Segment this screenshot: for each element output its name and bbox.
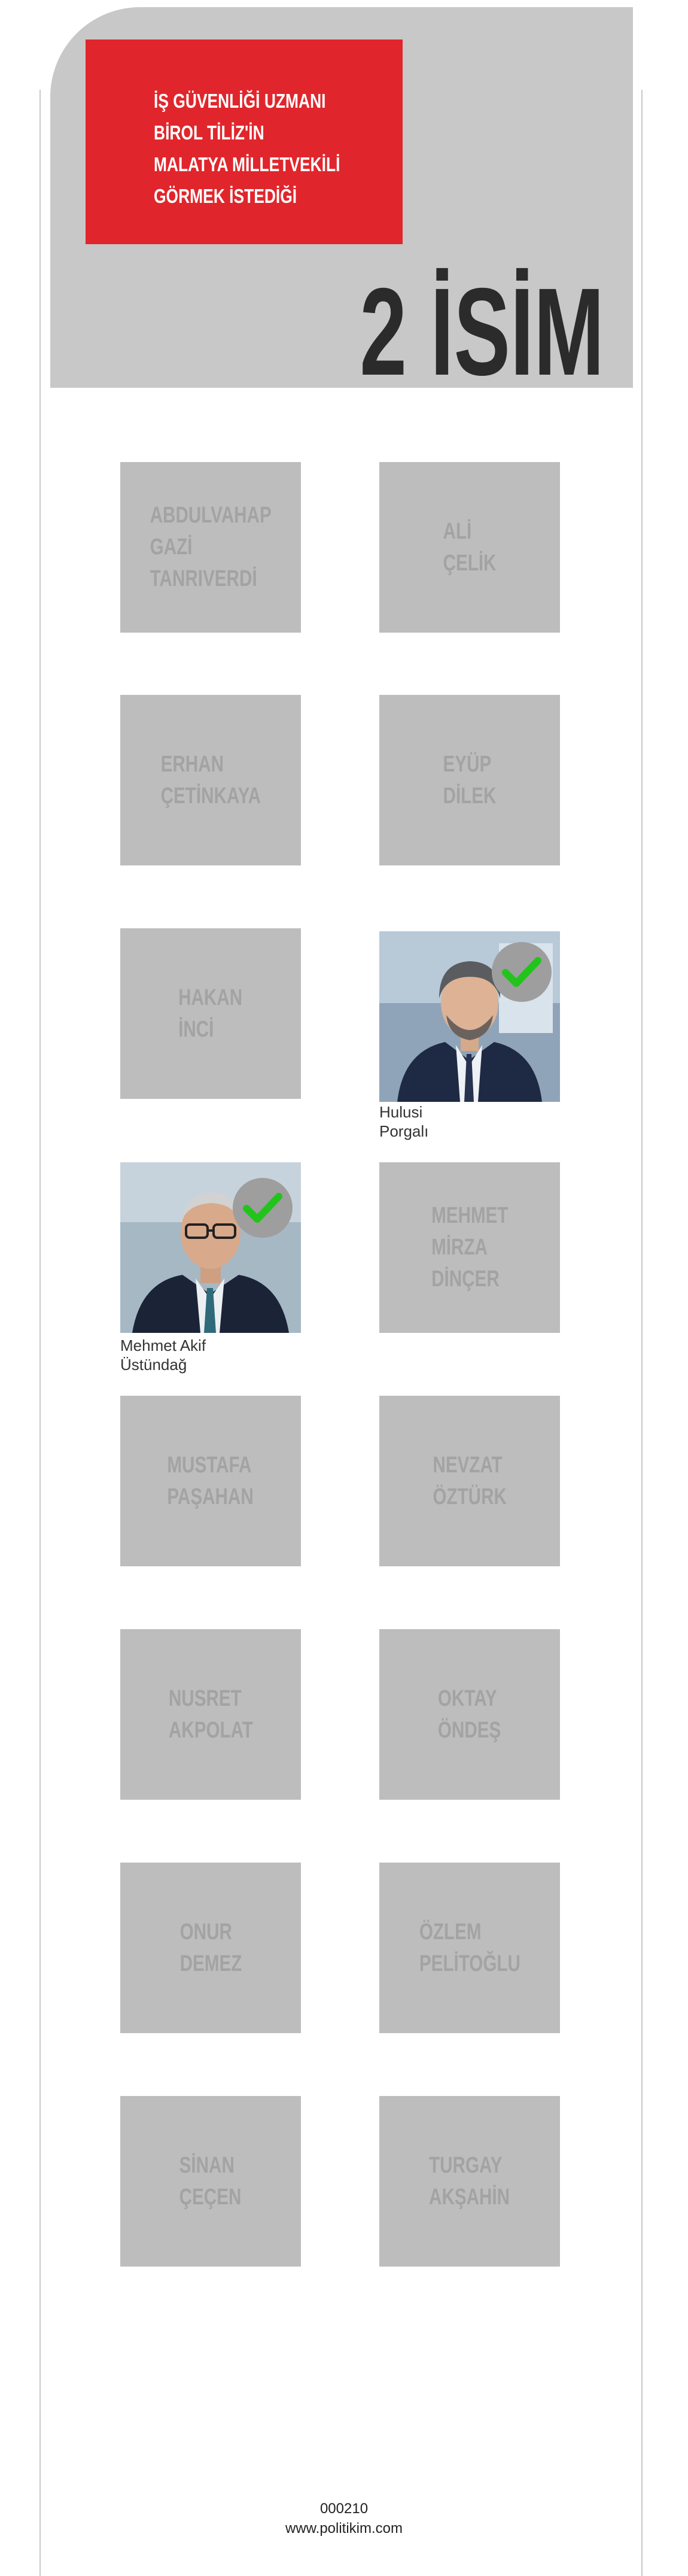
name-line: İNCİ bbox=[178, 1016, 214, 1042]
candidate-card-mehmet-mirza-dincer bbox=[379, 1162, 560, 1333]
candidate-card-abdulvahap-gazi-tanriverdi bbox=[120, 462, 301, 633]
headline-box bbox=[86, 40, 403, 244]
candidate-photo-mehmet-akif-ustundag bbox=[120, 1162, 301, 1333]
checkmark-icon bbox=[502, 956, 541, 988]
candidate-name bbox=[150, 500, 271, 595]
candidate-name bbox=[443, 516, 497, 579]
candidate-caption-mehmet-akif-ustundag bbox=[120, 1336, 301, 1374]
candidate-name bbox=[160, 749, 260, 812]
selected-check-badge bbox=[492, 942, 552, 1002]
headline-line-3: MALATYA MİLLETVEKİLİ bbox=[154, 153, 340, 175]
candidate-card-nusret-akpolat bbox=[120, 1629, 301, 1800]
big-title: 2 İSİM bbox=[360, 263, 604, 402]
name-line: MEHMET bbox=[431, 1203, 509, 1228]
candidate-name bbox=[443, 749, 497, 812]
name-line: DİNÇER bbox=[431, 1266, 500, 1292]
candidate-card-turgay-aksahin bbox=[379, 2096, 560, 2267]
selected-check-badge bbox=[233, 1178, 293, 1238]
name-line: MİRZA bbox=[431, 1235, 488, 1260]
name-line: PAŞAHAN bbox=[167, 1484, 254, 1509]
name-line: NEVZAT bbox=[433, 1452, 503, 1478]
candidate-photo-hulusi-porgali bbox=[379, 931, 560, 1102]
name-line: ÇETİNKAYA bbox=[160, 783, 261, 809]
headline-line-2: BİROL TİLİZ'İN bbox=[154, 121, 264, 144]
candidate-name bbox=[179, 1916, 242, 1980]
candidate-name bbox=[438, 1683, 501, 1746]
footer-code: 000210 bbox=[319, 2501, 369, 2517]
name-line: SİNAN bbox=[179, 2152, 235, 2178]
right-frame-line bbox=[641, 90, 643, 2576]
left-frame-line bbox=[39, 90, 41, 2576]
candidate-card-hakan-inci bbox=[120, 928, 301, 1099]
candidate-card-erhan-cetinkaya bbox=[120, 695, 301, 865]
candidate-card-onur-demez bbox=[120, 1863, 301, 2033]
name-line: OKTAY bbox=[438, 1685, 498, 1711]
name-line: ALİ bbox=[443, 518, 472, 544]
name-line: EYÜP bbox=[443, 751, 492, 777]
name-line: ÖZLEM bbox=[419, 1919, 482, 1945]
footer-site: www.politikim.com bbox=[285, 2520, 403, 2536]
candidate-card-oktay-ondes bbox=[379, 1629, 560, 1800]
headline-line-1: İŞ GÜVENLİĞİ UZMANI bbox=[154, 90, 326, 112]
name-line: ÇEÇEN bbox=[179, 2184, 242, 2210]
candidate-card-nevzat-ozturk bbox=[379, 1396, 560, 1566]
name-line: ÖZTÜRK bbox=[433, 1484, 507, 1509]
name-line: NUSRET bbox=[168, 1685, 242, 1711]
name-line: TANRIVERDİ bbox=[150, 566, 257, 591]
candidate-name bbox=[431, 1200, 508, 1295]
caption-line: Hulusi bbox=[379, 1103, 423, 1121]
candidate-card-mustafa-pasahan bbox=[120, 1396, 301, 1566]
candidate-name bbox=[433, 1450, 506, 1513]
candidate-name bbox=[429, 2150, 510, 2213]
name-line: PELİTOĞLU bbox=[419, 1951, 520, 1976]
candidate-name bbox=[168, 1683, 252, 1746]
name-line: ÇELİK bbox=[443, 550, 497, 576]
candidate-caption-hulusi-porgali bbox=[379, 1102, 560, 1141]
headline-line-4: GÖRMEK İSTEDİĞİ bbox=[154, 185, 297, 207]
candidate-card-sinan-cecen bbox=[120, 2096, 301, 2267]
caption-line: Porgalı bbox=[379, 1122, 429, 1140]
candidate-card-ali-celik bbox=[379, 462, 560, 633]
name-line: AKPOLAT bbox=[168, 1717, 253, 1743]
name-line: ONUR bbox=[179, 1919, 232, 1945]
candidate-name bbox=[178, 982, 242, 1046]
name-line: DİLEK bbox=[443, 783, 497, 809]
name-line: ÖNDEŞ bbox=[438, 1717, 501, 1743]
candidate-card-ozlem-pelitoglu bbox=[379, 1863, 560, 2033]
name-line: TURGAY bbox=[429, 2152, 503, 2178]
checkmark-icon bbox=[243, 1192, 282, 1224]
name-line: GAZİ bbox=[150, 534, 193, 560]
name-line: DEMEZ bbox=[179, 1951, 242, 1976]
candidate-card-eyup-dilek bbox=[379, 695, 560, 865]
candidate-name bbox=[179, 2150, 242, 2213]
candidate-name bbox=[168, 1450, 254, 1513]
name-line: ABDULVAHAP bbox=[150, 503, 272, 528]
name-line: MUSTAFA bbox=[167, 1452, 252, 1478]
name-line: HAKAN bbox=[178, 985, 243, 1010]
name-line: AKŞAHİN bbox=[429, 2184, 510, 2210]
candidate-name bbox=[419, 1916, 520, 1980]
caption-line: Üstündağ bbox=[120, 1356, 187, 1374]
caption-line: Mehmet Akif bbox=[120, 1336, 206, 1354]
name-line: ERHAN bbox=[160, 751, 224, 777]
footer bbox=[0, 2499, 688, 2538]
